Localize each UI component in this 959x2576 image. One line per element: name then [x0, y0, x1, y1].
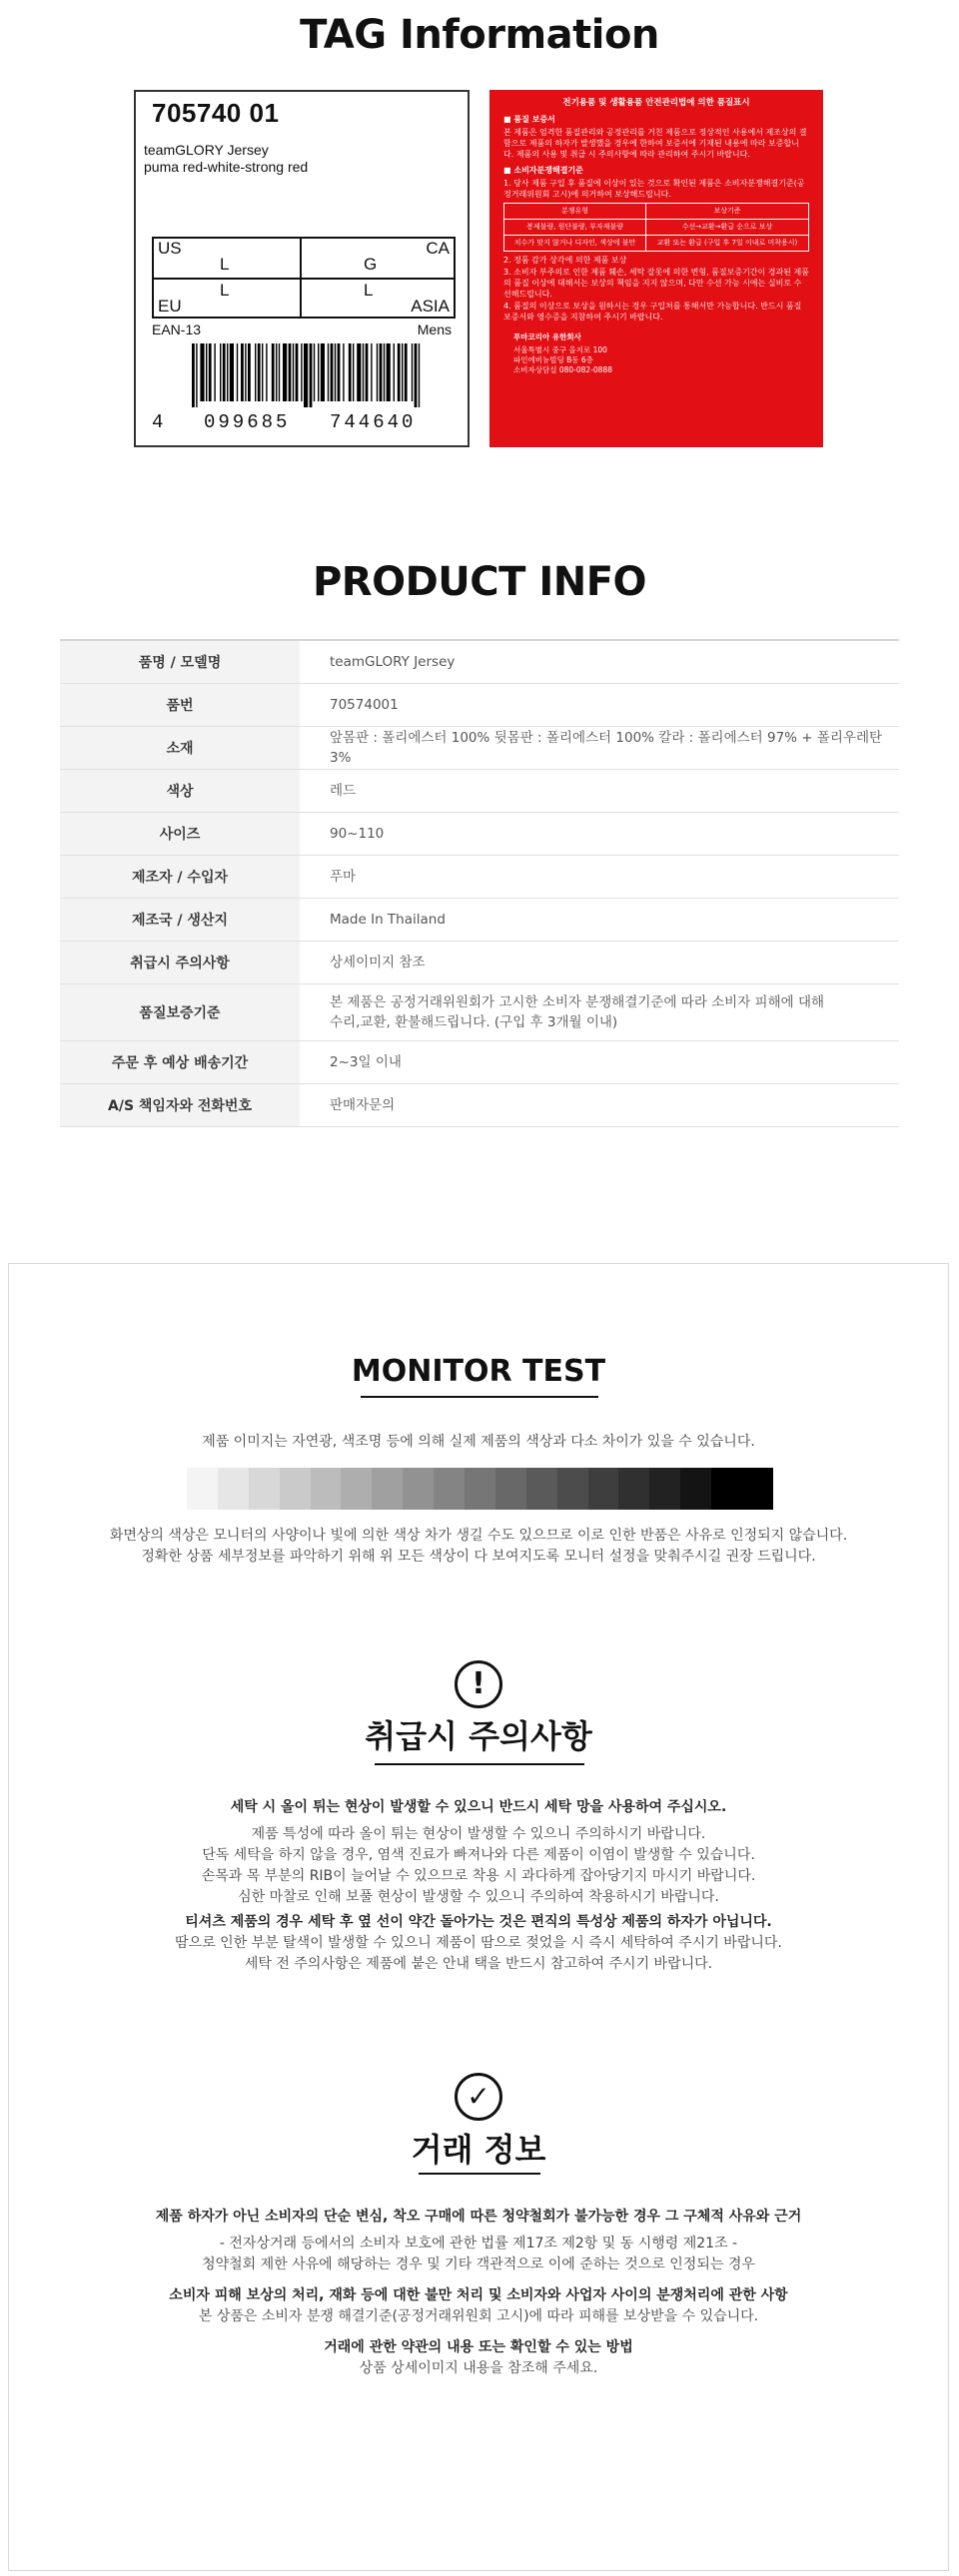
size-eu: L — [220, 281, 230, 300]
trade-line: 청약철회 제한 사유에 해당하는 경우 및 기타 객관적으로 이에 준하는 것으로 인정되는 경우 — [202, 2256, 755, 2272]
barcode-bar — [223, 343, 226, 401]
barcode-bar — [384, 343, 385, 401]
trade-line: - 전자상거래 등에서의 소비자 보호에 관한 법률 제17조 제2항 및 동 시행령 제21조 - — [219, 2236, 738, 2252]
gradient-swatch — [403, 1468, 434, 1510]
barcode-bar — [214, 343, 215, 401]
red-tag-section2-title: ■ 소비자분쟁해결기준 — [503, 166, 583, 175]
row-value — [300, 983, 899, 1040]
gradient-swatch — [711, 1468, 742, 1510]
table-row — [60, 983, 899, 1040]
barcode-bar — [415, 343, 418, 407]
red-tag-table-cell: 치수가 맞지 않거나 디자인, 색상에 불만 — [504, 236, 646, 252]
red-tag-note: 2. 정품 감가 상각에 의한 제품 보상 — [503, 256, 627, 265]
trade-info-text — [9, 2207, 948, 2379]
row-value: 앞몸판 : 폴리에스터 100% 뒷몸판 : 폴리에스터 100% 칼라 : 폴리에스터 97% + 폴리우레탄3% — [330, 729, 883, 766]
barcode-bar — [255, 343, 256, 401]
handling-title: 취급시 주의사항 — [365, 1717, 592, 1755]
row-value: 판매자문의 — [330, 1096, 396, 1113]
barcode-bar — [230, 343, 234, 401]
handling-line: 제품 특성에 따라 올이 튀는 현상이 발생할 수 있으니 주의하시기 바랍니다. — [251, 1826, 706, 1842]
barcode-bar — [349, 343, 352, 401]
white-product-tag — [134, 90, 470, 447]
red-tag-address2: 파인에비뉴빌딩 B동 6층 — [513, 355, 593, 364]
row-label: A/S 책임자와 전화번호 — [60, 1083, 300, 1126]
table-row — [60, 941, 899, 983]
barcode-bar — [200, 343, 204, 401]
barcode-bar — [279, 343, 280, 401]
table-row — [60, 640, 899, 683]
row-value: 레드 — [330, 782, 357, 799]
barcode-bar — [371, 343, 372, 401]
row-label: 소재 — [60, 726, 300, 769]
gradient-swatch — [280, 1468, 311, 1510]
barcode-digit-2: 099685 — [204, 411, 291, 433]
monitor-test-title: MONITOR TEST — [351, 1354, 606, 1389]
barcode-bar — [192, 343, 195, 407]
gender-label: Mens — [417, 322, 452, 337]
red-tag-company-info — [513, 332, 809, 375]
exclamation-circle-icon: ! — [455, 1660, 502, 1708]
table-row — [60, 769, 899, 812]
barcode-bar — [276, 343, 277, 401]
gradient-swatch — [680, 1468, 711, 1510]
table-row — [60, 683, 899, 726]
row-value: Made In Thailand — [330, 911, 446, 928]
barcode-bar — [293, 343, 294, 401]
barcode-bar — [301, 343, 302, 401]
barcode-bar — [296, 343, 299, 401]
gradient-swatch — [495, 1468, 526, 1510]
gradient-swatch — [434, 1468, 465, 1510]
tag-name-line1: teamGLORY Jersey — [144, 142, 269, 158]
gradient-swatch — [588, 1468, 619, 1510]
barcode-bar — [394, 343, 395, 401]
product-info-table — [60, 639, 899, 1127]
red-tag-table-cell: 수선→교환→환급 순으로 보상 — [646, 220, 809, 236]
row-label: 제조자 / 수입자 — [60, 855, 300, 898]
table-row — [60, 1083, 899, 1126]
table-row — [60, 1040, 899, 1083]
monitor-note-line2: 정확한 상품 세부정보를 파악하기 위해 위 모든 색상이 다 보여지도록 모니터 설정을 맞춰주시길 권장 드립니다. — [141, 1549, 816, 1565]
tag-code: 705740 01 — [152, 98, 280, 128]
row-value: 상세이미지 참조 — [330, 954, 426, 970]
size-label-asia: ASIA — [411, 297, 450, 316]
handling-bold2: 티셔츠 제품의 경우 세탁 후 옆 선이 약간 돌아가는 것은 편직의 특성상 제품의 하자가 아닙니다. — [185, 1914, 772, 1930]
barcode-bar — [398, 343, 401, 401]
barcode-bar — [304, 343, 308, 407]
row-label: 품명 / 모델명 — [60, 640, 300, 683]
red-tag-table-header: 분쟁유형 — [504, 204, 646, 220]
red-tag-section1-title: ■ 품질 보증서 — [503, 115, 555, 124]
row-label: 품번 — [60, 683, 300, 726]
trade-line: 본 상품은 소비자 분쟁 해결기준(공정거래위원회 고시)에 따라 피해를 보상받을 수 있습니다. — [198, 2308, 759, 2324]
product-info-title: PRODUCT INFO — [312, 559, 647, 605]
barcode-bar — [387, 343, 391, 401]
barcode-bar — [335, 343, 336, 401]
barcode-bar — [343, 343, 344, 401]
barcode-bar — [227, 343, 228, 401]
gradient-swatch — [557, 1468, 588, 1510]
red-tag-table-cell: 교환 또는 환급 (구입 후 7일 이내로 미착용시) — [646, 236, 809, 252]
trade-bold2: 소비자 피해 보상의 처리, 재화 등에 대한 불만 처리 및 소비자와 사업자 사이의 분쟁처리에 관한 사항 — [169, 2287, 788, 2303]
table-row — [60, 726, 899, 769]
red-tag-heading: 전기용품 및 생활용품 안전관리법에 의한 품질표시 — [562, 98, 750, 108]
red-tag-table-header: 보상기준 — [646, 204, 809, 220]
row-value: 푸마 — [330, 868, 357, 885]
barcode-bar — [220, 343, 221, 401]
gradient-swatch — [742, 1468, 773, 1510]
row-label: 색상 — [60, 769, 300, 812]
gradient-swatch — [649, 1468, 680, 1510]
size-divider-horizontal — [154, 278, 454, 280]
barcode-bar — [328, 343, 329, 401]
barcode-bar — [314, 343, 315, 401]
row-value: 70574001 — [330, 696, 399, 713]
barcode-bar — [353, 343, 354, 401]
monitor-note-line1: 화면상의 색상은 모니터의 사양이나 빛에 의한 색상 차가 생길 수도 있으므로 이로 인한 반품은 사유로 인정되지 않습니다. — [109, 1528, 848, 1544]
size-label-us: US — [158, 239, 182, 258]
barcode-digit-3: 744640 — [330, 411, 417, 433]
barcode-bar — [237, 343, 238, 401]
gradient-swatch — [341, 1468, 372, 1510]
red-tag-note: 3. 소비자 부주의로 인한 제품 훼손, 세탁 잘못에 의한 변형, 품질보증기간이 경과된 제품의 품질 이상에 대해서는 보상의 책임을 지지 않으며, 다만 수선 가능 시에는 실비로 수선해드립니다. — [503, 268, 809, 299]
gradient-swatch — [372, 1468, 403, 1510]
barcode-bar — [241, 343, 244, 401]
red-tag-section2-text: 1. 당사 제품 구입 후 품질에 이상이 있는 것으로 확인된 제품은 소비자분쟁해결기준(공정거래위원회 고시)에 의거하여 보상해드립니다. — [503, 179, 805, 199]
barcode-bar — [377, 343, 378, 401]
handling-line: 세탁 전 주의사항은 제품에 붙은 안내 택을 반드시 참고하여 주시기 바랍니다. — [244, 1956, 713, 1972]
red-tag-address1: 서울특별시 중구 을지로 100 — [513, 345, 607, 354]
tag-information-title: TAG Information — [300, 12, 659, 58]
red-tag-note: 4. 품질의 이상으로 보상을 원하시는 경우 구입처를 통해서만 가능합니다. 반드시 품질보증서와 영수증을 지참하여 주시기 바랍니다. — [503, 302, 802, 322]
barcode-bar — [262, 343, 263, 401]
gradient-swatch — [465, 1468, 495, 1510]
row-value-line2: 수리,교환, 환불해드립니다. (구입 후 3개월 이내) — [330, 1013, 618, 1030]
size-ca: G — [364, 255, 378, 274]
barcode-bar — [363, 343, 364, 401]
monitor-test-underline — [361, 1396, 598, 1398]
handling-line: 심한 마찰로 인해 보풀 현상이 발생할 수 있으니 주의하여 착용하시기 바랍니다. — [238, 1889, 719, 1905]
barcode-bar — [283, 343, 287, 401]
table-row — [60, 855, 899, 898]
barcode-bar — [310, 343, 313, 407]
table-row — [60, 898, 899, 941]
handling-underline — [375, 1763, 584, 1765]
row-value-line1: 본 제품은 공정거래위원회가 고시한 소비자 분쟁해결기준에 따라 소비자 피해에 대해 — [330, 993, 825, 1010]
barcode-bar — [318, 343, 319, 401]
row-label: 사이즈 — [60, 812, 300, 855]
red-tag-table-cell: 봉제불량, 원단불량, 부자재불량 — [504, 220, 646, 236]
trade-info-underline — [419, 2173, 540, 2175]
row-label: 품질보증기준 — [60, 983, 300, 1040]
row-label: 취급시 주의사항 — [60, 941, 300, 983]
barcode-bar — [206, 343, 207, 401]
size-us: L — [220, 255, 230, 274]
red-tag-company: 푸마코리아 유한회사 — [513, 332, 581, 341]
barcode-bar — [366, 343, 369, 401]
red-tag-phone: 소비자상담실 080-082-0888 — [513, 365, 612, 374]
barcode-bar — [321, 343, 325, 401]
red-quality-tag — [489, 90, 823, 447]
barcode-bar — [245, 343, 246, 401]
handling-bold1: 세탁 시 올이 튀는 현상이 발생할 수 있으니 반드시 세탁 망을 사용하여 주십시오. — [230, 1799, 727, 1815]
gradient-swatch — [218, 1468, 249, 1510]
trade-info-title: 거래 정보 — [411, 2131, 546, 2169]
barcode-bar — [331, 343, 334, 401]
barcode-bar — [412, 343, 413, 401]
row-value: 90~110 — [330, 825, 385, 842]
monitor-test-desc: 제품 이미지는 자연광, 색조명 등에 의해 실제 제품의 색상과 다소 차이가 있을 수 있습니다. — [202, 1434, 755, 1450]
gradient-swatch — [618, 1468, 649, 1510]
grayscale-gradient-bar — [187, 1468, 773, 1510]
handling-line: 땀으로 인한 부분 탈색이 발생할 수 있으니 제품이 땀으로 젖었을 시 즉시 세탁하여 주시기 바랍니다. — [175, 1935, 782, 1951]
row-label: 제조국 / 생산지 — [60, 898, 300, 941]
gradient-swatch — [249, 1468, 280, 1510]
barcode-bar — [289, 343, 292, 401]
barcode-bar — [380, 343, 383, 401]
size-table — [152, 237, 456, 319]
barcode-bar — [338, 343, 341, 401]
trade-bold3: 거래에 관한 약관의 내용 또는 확인할 수 있는 방법 — [324, 2339, 633, 2355]
barcode-bar — [419, 343, 420, 407]
gradient-swatch — [526, 1468, 557, 1510]
row-value: 2~3일 이내 — [330, 1053, 402, 1070]
barcode-bar — [258, 343, 261, 401]
red-tag-section1-text: 본 제품은 엄격한 품질관리와 공정관리를 거친 제품으로 정상적인 사용에서 제조상의 결함으로 제품의 하자가 발생했을 경우에 한하여 보증서에 기재된 내용에 따라 보증합니다. 제품의 사용 및 취급 시 주의사항에 따라 관리하여 주시기 바랍니다. — [503, 128, 807, 159]
notice-box — [8, 1263, 949, 2571]
barcode-bar — [209, 343, 212, 401]
gradient-swatch — [187, 1468, 218, 1510]
barcode-bar — [196, 343, 197, 407]
monitor-test-note — [9, 1526, 948, 1568]
row-label: 주문 후 예상 배송기간 — [60, 1040, 300, 1083]
barcode-bar — [272, 343, 275, 401]
check-circle-icon: ✓ — [455, 2073, 502, 2121]
handling-line: 단독 세탁을 하지 않을 경우, 염색 진료가 빠져나와 다른 제품이 이염이 발생할 수 있습니다. — [202, 1847, 755, 1863]
ean-label: EAN-13 — [152, 322, 202, 337]
handling-line: 손목과 목 부분의 RIB이 늘어날 수 있으므로 착용 시 과다하게 잡아당기지 마시기 바랍니다. — [201, 1868, 756, 1884]
barcode-digit-1: 4 — [152, 411, 167, 433]
tag-product-name — [144, 142, 308, 176]
barcode-graphic — [192, 343, 422, 407]
barcode-bar — [266, 343, 267, 401]
table-row — [60, 812, 899, 855]
barcode-bar — [357, 343, 361, 401]
trade-bold1: 제품 하자가 아닌 소비자의 단순 변심, 착오 구매에 따른 청약철회가 불가능한 경우 그 구체적 사유와 근거 — [155, 2209, 802, 2225]
size-asia: L — [364, 281, 374, 300]
trade-line: 상품 상세이미지 내용을 참조해 주세요. — [359, 2360, 598, 2376]
tag-name-line2: puma red-white-strong red — [144, 159, 309, 175]
size-label-eu: EU — [158, 297, 182, 316]
row-value: teamGLORY Jersey — [330, 653, 456, 670]
red-tag-table — [503, 203, 809, 252]
handling-text — [9, 1797, 948, 1975]
barcode-bar — [402, 343, 403, 401]
barcode-bar — [248, 343, 251, 401]
barcode-bar — [405, 343, 408, 401]
gradient-swatch — [311, 1468, 342, 1510]
size-label-ca: CA — [426, 239, 450, 258]
